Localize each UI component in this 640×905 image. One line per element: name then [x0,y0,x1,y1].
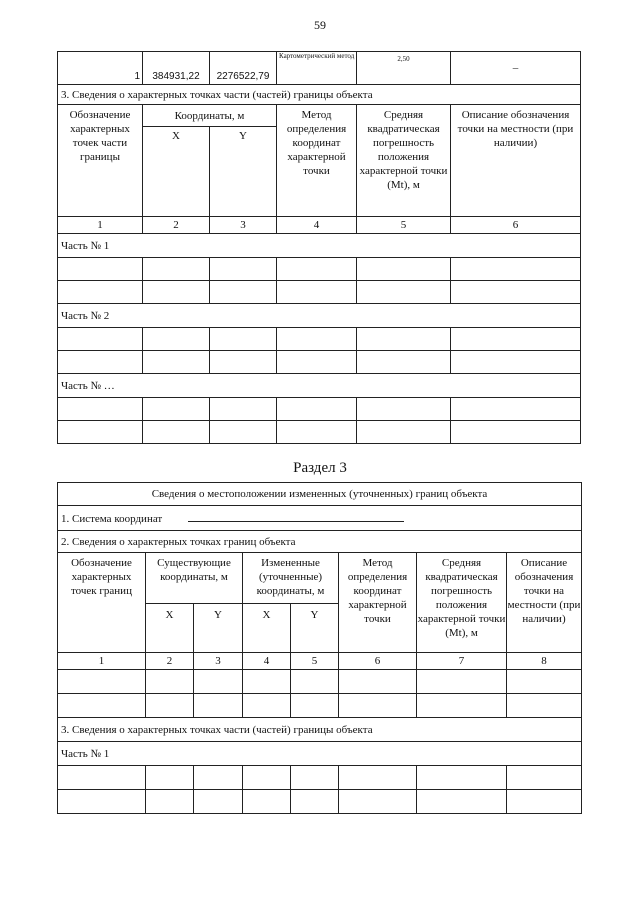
coord-system-label: 1. Система координат [61,513,163,525]
col-number: 1 [58,217,143,234]
table-row [58,670,582,694]
table-row [58,328,581,351]
col-number: 1 [58,653,146,670]
part-2-label: Часть № 2 [58,304,581,328]
header-method: Метод определения координат характерной точки [339,553,417,653]
column-numbers-row [58,217,581,234]
page-number: 59 [314,18,326,32]
row-point-number: 1 [58,52,143,85]
part-n-label: Часть № … [58,374,581,398]
table-changed-boundaries [57,482,582,814]
col-number: 6 [339,653,417,670]
header-y: Y [210,127,277,217]
table-row [58,694,582,718]
header-description: Описание обозначения точки на местности (при наличии) [451,105,581,217]
header-designation: Обозначение характерных точек части границы [58,105,143,217]
col-number: 8 [507,653,582,670]
table-row [58,421,581,444]
coord-system-blank [188,510,404,522]
col-number: 6 [451,217,581,234]
col-number: 2 [143,217,210,234]
row-x-value: 384931,22 [143,52,210,85]
header-x: X [143,127,210,217]
part-1-label: Часть № 1 [58,234,581,258]
table-row [58,258,581,281]
header-accuracy: Средняя квадратическая погрешность положения характерной точки (Mt), м [357,105,451,217]
col-number: 3 [194,653,243,670]
col-number: 4 [243,653,291,670]
table-row [58,766,582,790]
header-existing-coords: Существующие координаты, м [146,553,243,604]
header-accuracy: Средняя квадратическая погрешность положения характерной точки (Mt), м [417,553,507,653]
col-number: 4 [277,217,357,234]
section-heading: Раздел 3 [293,460,347,476]
table-row [58,398,581,421]
table-part-points [57,51,581,444]
table-row [58,351,581,374]
header-coords: Координаты, м [143,105,277,127]
column-numbers-row [58,653,582,670]
header-existing-x: X [146,604,194,653]
col-number: 2 [146,653,194,670]
table-row [58,281,581,304]
section3-title: 3. Сведения о характерных точках части (частей) границы объекта [58,85,581,105]
header-changed-coords: Измененные (уточненные) координаты, м [243,553,339,604]
row-y-value: 2276522,79 [210,52,277,85]
table-row [58,790,582,814]
coord-system-row [58,506,582,531]
row-method: Картометрический метод [277,52,357,85]
col-number: 7 [417,653,507,670]
header-description: Описание обозначения точки на местности (при наличии) [507,553,582,653]
col-number: 5 [291,653,339,670]
table-row [58,52,581,85]
header-changed-y: Y [291,604,339,653]
col-number: 3 [210,217,277,234]
header-designation: Обозначение характерных точек границ [58,553,146,653]
part-1-label: Часть № 1 [58,742,582,766]
row-accuracy: 2,50 [357,52,451,85]
row-description: – [451,52,581,85]
section2-title: 2. Сведения о характерных точках границ объекта [58,531,582,553]
header-method: Метод определения координат характерной точки [277,105,357,217]
header-existing-y: Y [194,604,243,653]
header-changed-x: X [243,604,291,653]
col-number: 5 [357,217,451,234]
table2-title: Сведения о местоположении измененных (уточненных) границ объекта [58,483,582,506]
section3-title: 3. Сведения о характерных точках части (частей) границы объекта [58,718,582,742]
